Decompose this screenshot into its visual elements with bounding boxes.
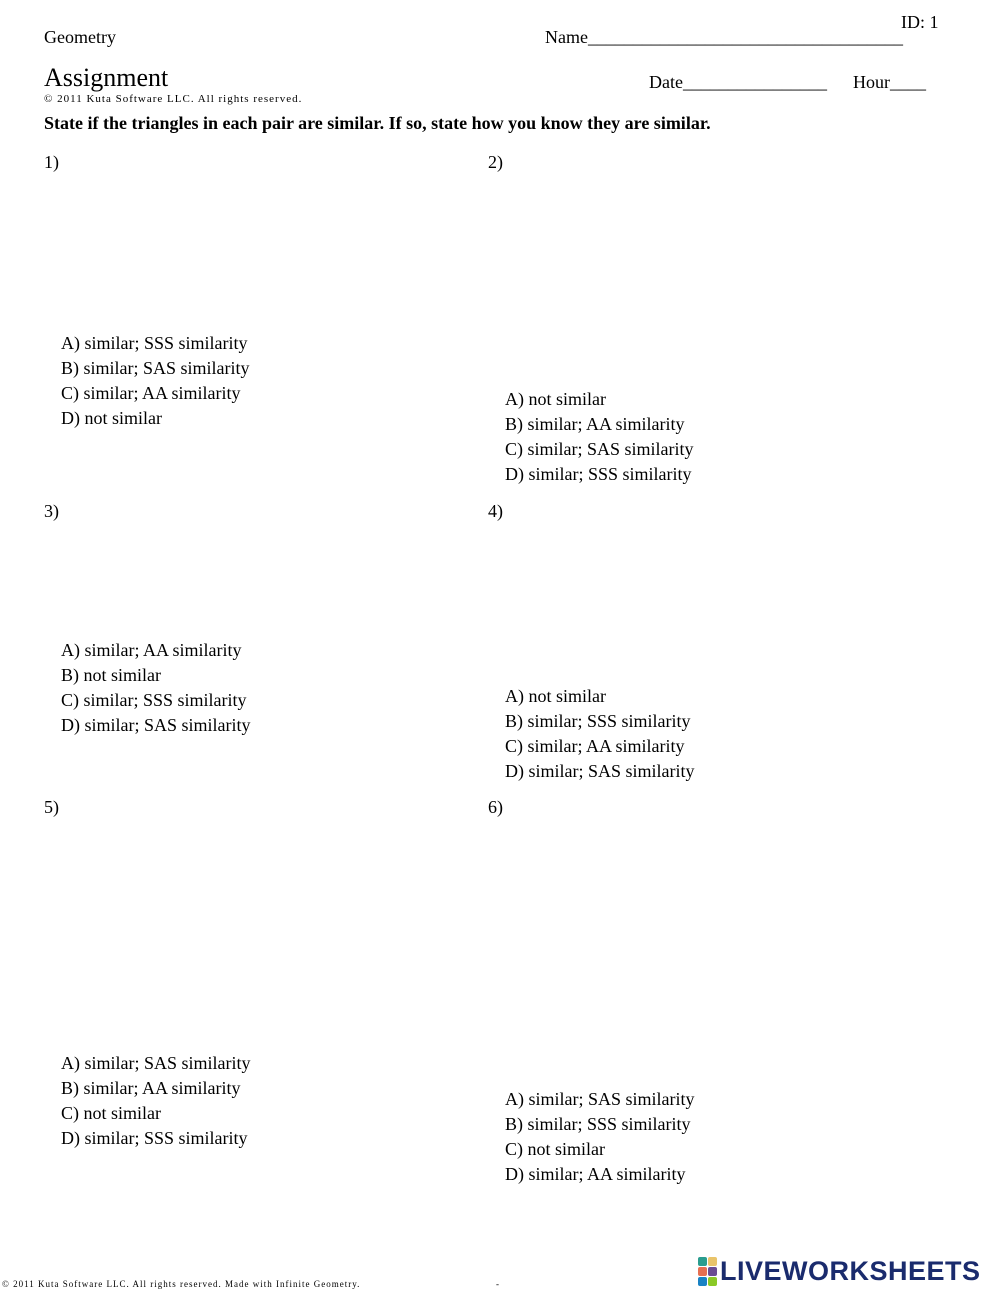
option-a[interactable]: A) similar; AA similarity: [61, 640, 242, 660]
problem-4-number: 4): [488, 501, 503, 521]
label-e: E: [514, 368, 522, 383]
label-s: S: [514, 666, 521, 681]
label-k: K: [233, 167, 242, 182]
angle-n: 73°: [553, 595, 572, 610]
label-n: N: [528, 602, 537, 617]
angle-u: 77°: [153, 580, 172, 595]
page-mark: -: [496, 1279, 499, 1289]
problem-6-options: [505, 1087, 695, 1187]
problem-6-number: 6): [488, 797, 503, 817]
problem-2-number: 2): [488, 152, 503, 172]
angle-m: 77°: [121, 553, 140, 568]
option-a[interactable]: A) similar; SAS similarity: [505, 1089, 695, 1109]
label-e: E: [69, 892, 77, 907]
option-d[interactable]: D) similar; SSS similarity: [61, 1128, 248, 1148]
hour-field[interactable]: Hour____: [853, 72, 926, 92]
logo-blocks-icon: [698, 1257, 717, 1286]
problem-3-options: [61, 638, 251, 738]
side-ts: 358: [149, 1030, 169, 1045]
option-c[interactable]: C) not similar: [61, 1103, 161, 1123]
label-t: T: [126, 620, 134, 635]
worksheet-id: ID: 1: [901, 12, 939, 32]
label-f: F: [654, 814, 662, 829]
angle-s: 71°: [535, 649, 554, 664]
option-d[interactable]: D) similar; SAS similarity: [505, 761, 695, 781]
option-a[interactable]: A) similar; SSS similarity: [61, 333, 248, 353]
logo-text: LIVEWORKSHEETS: [720, 1255, 981, 1286]
label-d: D: [264, 894, 274, 909]
label-u: U: [225, 935, 235, 950]
label-t: T: [652, 665, 660, 680]
label-p: P: [663, 173, 671, 188]
label-l: L: [326, 256, 334, 271]
label-l: L: [70, 614, 78, 629]
label-l: L: [658, 906, 666, 921]
label-e: E: [69, 250, 77, 265]
label-m: M: [621, 599, 632, 614]
problem-5-options: [61, 1051, 251, 1151]
option-d[interactable]: D) similar; SAS similarity: [61, 715, 251, 735]
label-c: C: [612, 258, 621, 273]
problem-3-number: 3): [44, 501, 59, 521]
option-c[interactable]: C) similar; AA similarity: [505, 736, 685, 756]
side-ef: 777: [111, 841, 131, 856]
header-copyright: © 2011 Kuta Software LLC. All rights reserved.: [44, 93, 303, 105]
angle-q: 68°: [583, 186, 602, 201]
option-d[interactable]: D) similar; SSS similarity: [505, 464, 692, 484]
label-u: U: [562, 517, 572, 532]
option-b[interactable]: B) similar; AA similarity: [505, 414, 685, 434]
option-b[interactable]: B) similar; SSS similarity: [505, 1114, 691, 1134]
option-c[interactable]: C) similar; AA similarity: [61, 383, 241, 403]
label-k: K: [845, 914, 854, 929]
label-s: S: [206, 1025, 213, 1040]
option-b[interactable]: B) similar; SAS similarity: [61, 358, 250, 378]
course-name: Geometry: [44, 27, 116, 47]
label-m: M: [117, 517, 128, 532]
option-c[interactable]: C) similar; SAS similarity: [505, 439, 694, 459]
date-field[interactable]: Date________________: [649, 72, 827, 92]
label-t: T: [104, 1019, 112, 1034]
option-c[interactable]: C) not similar: [505, 1139, 605, 1159]
problem-4-options: [505, 684, 695, 784]
side-fd: 666: [221, 843, 241, 858]
label-e: E: [514, 921, 522, 936]
problem-1-options: [61, 331, 250, 431]
label-q: Q: [557, 171, 567, 186]
side-ed: 1147: [156, 903, 182, 918]
label-f: F: [134, 312, 142, 327]
problem-5-number: 5): [44, 797, 59, 817]
instructions: State if the triangles in each pair are similar. If so, state how you know they are similar.: [44, 113, 711, 133]
option-a[interactable]: A) similar; SAS similarity: [61, 1053, 251, 1073]
problem-2-options: [505, 387, 694, 487]
option-a[interactable]: A) not similar: [505, 389, 606, 409]
problem-1-number: 1): [44, 152, 59, 172]
option-c[interactable]: C) similar; SSS similarity: [61, 690, 247, 710]
angle-d: 68°: [616, 352, 635, 367]
side-us: 306: [219, 985, 239, 1000]
name-field[interactable]: Name___________________________________: [545, 27, 903, 47]
option-d[interactable]: D) not similar: [61, 408, 162, 428]
option-a[interactable]: A) not similar: [505, 686, 606, 706]
footer-copyright: © 2011 Kuta Software LLC. All rights reserved. Made with Infinite Geometry.: [2, 1279, 361, 1289]
option-d[interactable]: D) similar; AA similarity: [505, 1164, 686, 1184]
page-title: Assignment: [44, 63, 169, 92]
label-u: U: [163, 544, 173, 559]
label-k: K: [226, 613, 235, 628]
option-b[interactable]: B) similar; AA similarity: [61, 1078, 241, 1098]
option-b[interactable]: B) not similar: [61, 665, 161, 685]
label-f: F: [179, 814, 187, 829]
side-tu: 527: [149, 964, 169, 979]
label-j: J: [644, 1069, 650, 1084]
label-d: D: [650, 369, 660, 384]
label-j: J: [168, 239, 174, 254]
option-b[interactable]: B) similar; SSS similarity: [505, 711, 691, 731]
liveworksheets-logo[interactable]: [698, 1256, 981, 1286]
angle-k: 41°: [175, 597, 194, 612]
